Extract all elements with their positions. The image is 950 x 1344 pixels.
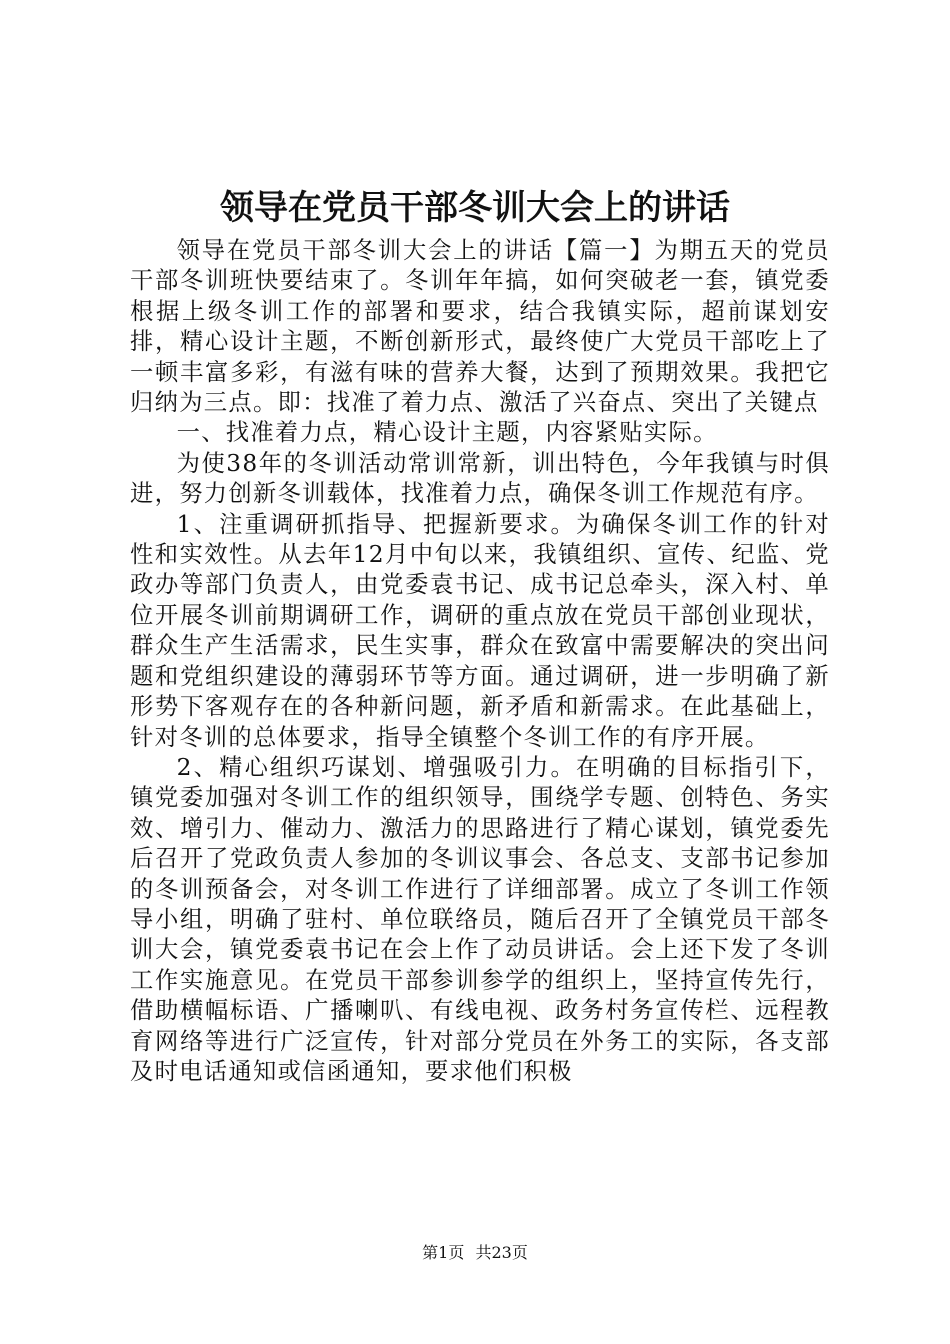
- paragraph: 领导在党员干部冬训大会上的讲话【篇一】为期五天的党员干部冬训班快要结束了。冬训年年搞，如何突破老一套，镇党委根据上级冬训工作的部署和要求，结合我镇实际，超前谋划安排，精心设计主题，不断创新形式，最终使广大党员干部吃上了一顿丰富多彩，有滋有味的营养大餐，达到了预期效果。我把它归纳为三点。即：找准了着力点、激活了兴奋点、突出了关键点: [130, 237, 830, 417]
- page-footer: [0, 1242, 950, 1264]
- page-total: 共23页: [475, 1243, 528, 1262]
- page-number: 第1页: [422, 1243, 465, 1262]
- document-title: 领导在党员干部冬训大会上的讲话: [220, 188, 730, 228]
- paragraph: 为使38年的冬训活动常训常新，训出特色，今年我镇与时俱进，努力创新冬训载体，找准着力点，确保冬训工作规范有序。: [130, 449, 830, 508]
- paragraph: 1、注重调研抓指导、把握新要求。为确保冬训工作的针对性和实效性。从去年12月中旬以来，我镇组织、宣传、纪监、党政办等部门负责人，由党委袁书记、成书记总牵头，深入村、单位开展冬训前期调研工作，调研的重点放在党员干部创业现状，群众生产生活需求，民生实事，群众在致富中需要解决的突出问题和党组织建设的薄弱环节等方面。通过调研，进一步明确了新形势下客观存在的各种新问题，新矛盾和新需求。在此基础上，针对冬训的总体要求，指导全镇整个冬训工作的有序开展。: [130, 510, 830, 751]
- document-body: [130, 236, 830, 1087]
- paragraph: 一、找准着力点，精心设计主题，内容紧贴实际。: [176, 419, 718, 447]
- paragraph: 2、精心组织巧谋划、增强吸引力。在明确的目标指引下，镇党委加强对冬训工作的组织领导，围绕学专题、创特色、务实效、增引力、催动力、激活力的思路进行了精心谋划，镇党委先后召开了党政负责人参加的冬训议事会、各总支、支部书记参加的冬训预备会，对冬训工作进行了详细部署。成立了冬训工作领导小组，明确了驻村、单位联络员，随后召开了全镇党员干部冬训大会，镇党委袁书记在会上作了动员讲话。会上还下发了冬训工作实施意见。在党员干部参训参学的组织上，坚持宣传先行，借助横幅标语、广播喇叭、有线电视、政务村务宣传栏、远程教育网络等进行广泛宣传，针对部分党员在外务工的实际，各支部及时电话通知或信函通知，要求他们积极: [130, 753, 830, 1085]
